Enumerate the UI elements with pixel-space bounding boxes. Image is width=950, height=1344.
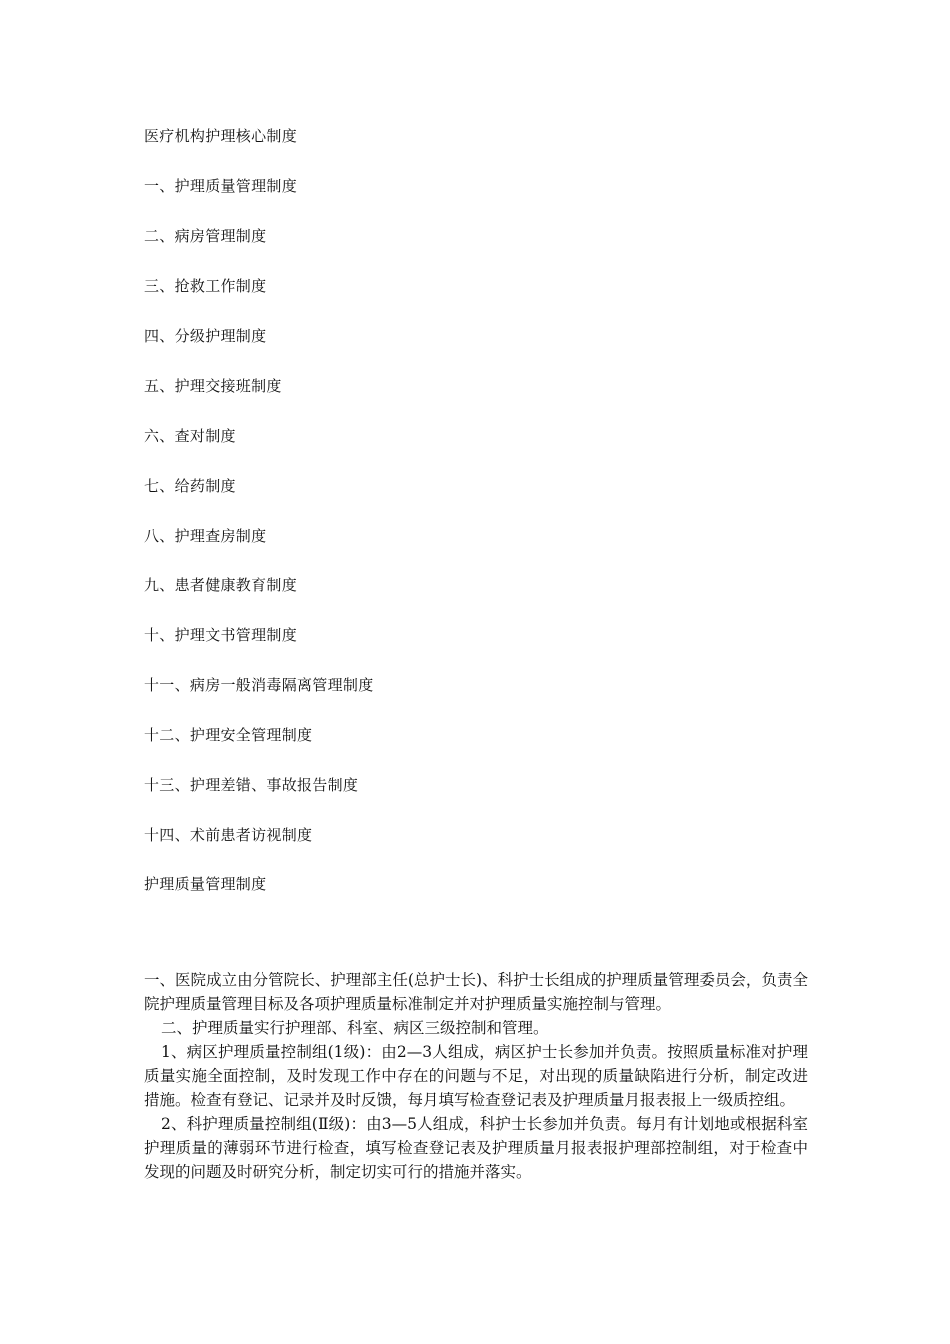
toc-item: 二、病房管理制度 [144,227,267,245]
toc-item: 五、护理交接班制度 [144,377,282,395]
toc-item: 十一、病房一般消毒隔离管理制度 [144,676,374,694]
toc-item: 八、护理查房制度 [144,527,267,545]
toc-item: 十四、术前患者访视制度 [144,826,313,844]
document-title: 医疗机构护理核心制度 [144,127,298,145]
body-text [144,968,808,1184]
toc-item: 九、患者健康教育制度 [144,576,298,594]
toc-item: 四、分级护理制度 [144,327,267,345]
toc-item: 六、查对制度 [144,427,236,445]
paragraph: 1、病区护理质量控制组(1级)：由2—3人组成，病区护士长参加并负责。按照质量标准对护理质量实施全面控制，及时发现工作中存在的问题与不足，对出现的质量缺陷进行分析，制定改进措施。检查有登记、记录并及时反馈，每月填写检查登记表及护理质量月报表报上一级质控组。 [144,1043,808,1109]
toc-item: 一、护理质量管理制度 [144,177,298,195]
section-heading: 护理质量管理制度 [144,875,267,893]
toc-item: 七、给药制度 [144,477,236,495]
toc-item: 三、抢救工作制度 [144,277,267,295]
paragraph: 二、护理质量实行护理部、科室、病区三级控制和管理。 [161,1019,549,1037]
toc-item: 十二、护理安全管理制度 [144,726,313,744]
paragraph: 2、科护理质量控制组(Ⅱ级)：由3—5人组成，科护士长参加并负责。每月有计划地或根据科室护理质量的薄弱环节进行检查，填写检查登记表及护理质量月报表报护理部控制组，对于检查中发现的问题及时研究分析，制定切实可行的措施并落实。 [144,1115,808,1181]
paragraph: 一、医院成立由分管院长、护理部主任(总护士长)、科护士长组成的护理质量管理委员会，负责全院护理质量管理目标及各项护理质量标准制定并对护理质量实施控制与管理。 [144,971,808,1013]
toc-item: 十、护理文书管理制度 [144,626,298,644]
toc-item: 十三、护理差错、事故报告制度 [144,776,359,794]
